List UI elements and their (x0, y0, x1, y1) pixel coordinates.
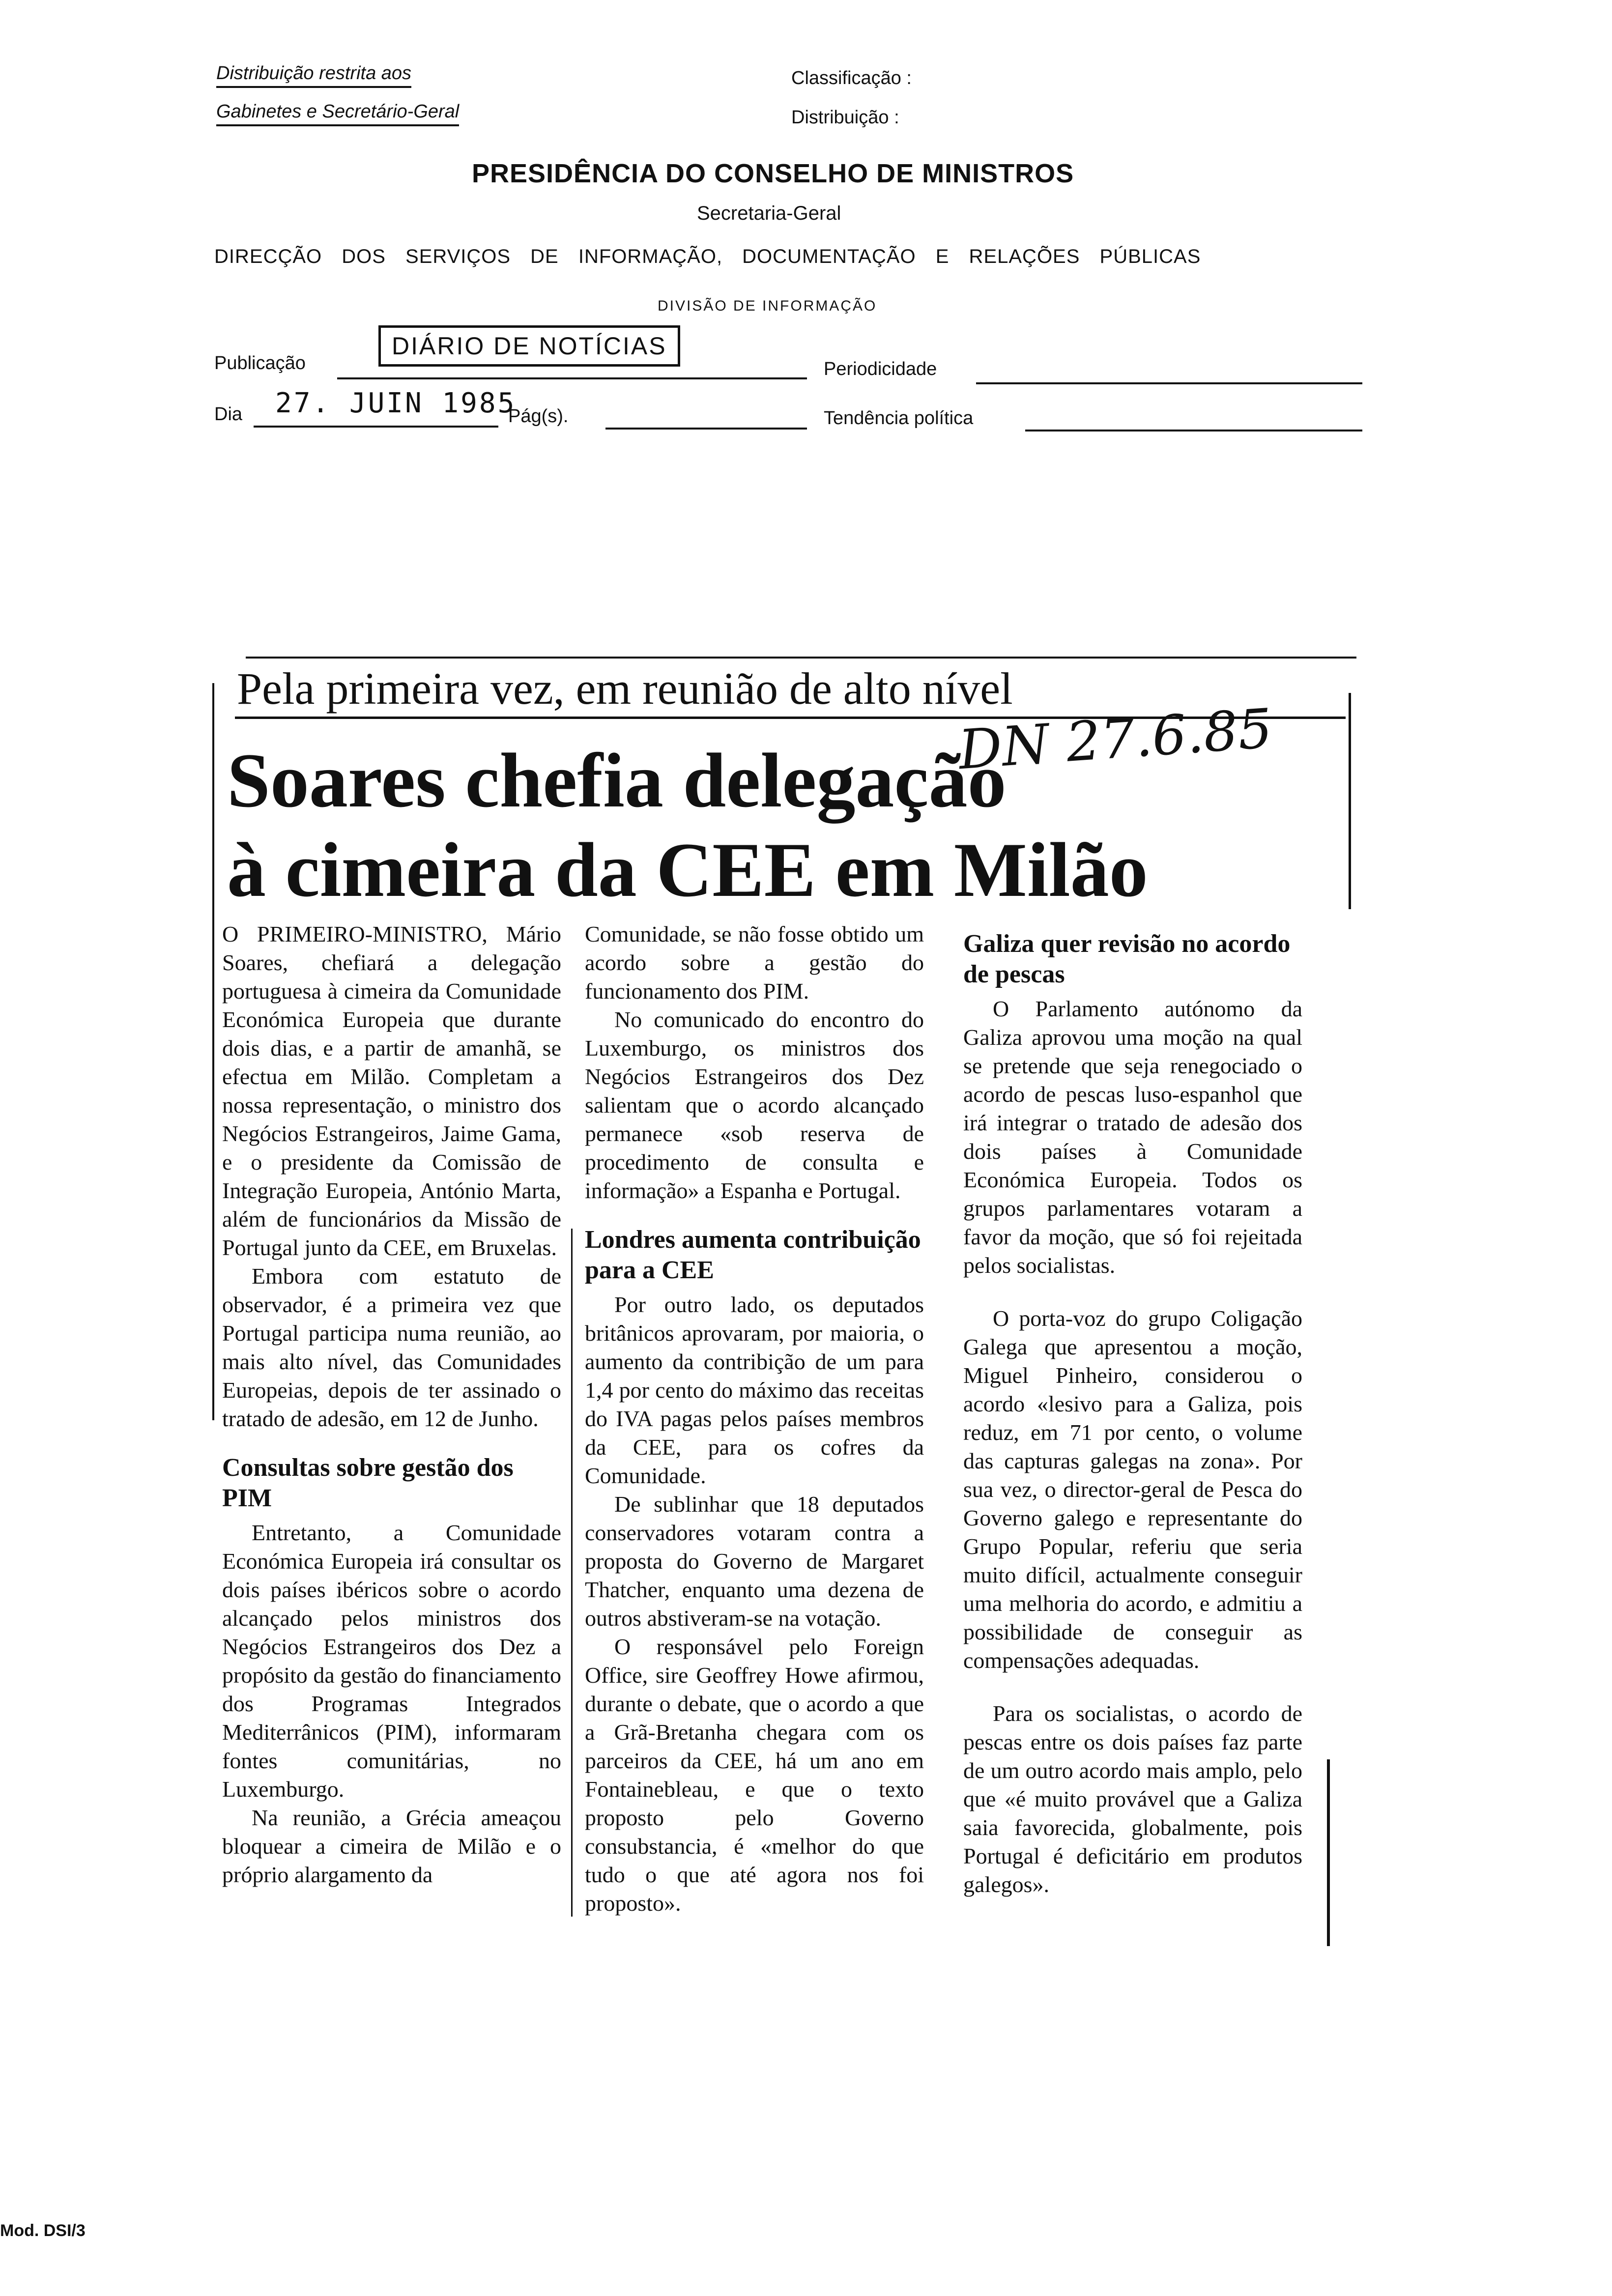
publicacao-field-line (337, 377, 807, 379)
col1-subheading-consultas: Consultas sobre gestão dos PIM (222, 1454, 514, 1512)
form-model-code: Mod. DSI/3 (0, 2221, 86, 2240)
col2-paragraph-5: O responsável pelo Foreign Office, sire Geoffrey Howe afirmou, durante o debate, que o acordo a que a Grã-Bretanha chegara com os parceiros da CEE, há um ano em Fontainebleau, e que o texto proposto pelo Governo consubstancia, é «melhor do que tudo o que até agora nos foi proposto». (585, 1634, 924, 1916)
classificacao-label: Classificação : (791, 68, 912, 88)
col3-subheading-galiza: Galiza quer revisão no acordo de pescas (963, 930, 1291, 988)
col3-paragraph-3: Para os socialistas, o acordo de pescas entre os dois países faz parte de um outro acordo mais amplo, pelo que «é muito provável que a Galiza saia favorecida, globalmente, pois Portugal é deficitário em produtos galegos». (963, 1701, 1302, 1897)
col2-paragraph-1: Comunidade, se não fosse obtido um acordo sobre a gestão do funcionamento dos PIM. (585, 921, 924, 1004)
clipping-right-border-bottom (1327, 1759, 1330, 1946)
direccao-line: DIRECÇÃO DOS SERVIÇOS DE INFORMAÇÃO, DOCUMENTAÇÃO E RELAÇÕES PÚBLICAS (214, 246, 1201, 267)
dia-field-line (254, 426, 498, 428)
tendencia-field-line (1025, 430, 1362, 431)
article-column-2 (585, 920, 924, 1918)
headline-line2: à cimeira da CEE em Milão (227, 827, 1148, 913)
column-divider-1 (571, 1229, 573, 1917)
col1-paragraph-3: Entretanto, a Comunidade Económica Europeia irá consultar os dois países ibéricos sobre o acordo alcançado pelos ministros dos Negócios Estrangeiros dos Dez a propósito da gestão do financiamento dos Programas Integrados Mediterrânicos (PIM), informaram fontes comunitárias, no Luxemburgo. (222, 1520, 561, 1802)
restricted-distribution-line2: Gabinetes e Secretário-Geral (216, 101, 459, 126)
col2-paragraph-3: Por outro lado, os deputados britânicos aprovaram, por maioria, o aumento da contribição de um para 1,4 por cento do máximo das receitas do IVA pagas pelos países membros da CEE, para os cofres da Comunidade. (585, 1292, 924, 1488)
publicacao-value-box: DIÁRIO DE NOTÍCIAS (378, 325, 680, 367)
pag-field-line (605, 428, 807, 430)
periodicidade-field-line (976, 382, 1362, 384)
col2-paragraph-4: De sublinhar que 18 deputados conservadores votaram contra a proposta do Governo de Margaret Thatcher, enquanto uma dezena de outros abstiveram-se na votação. (585, 1492, 924, 1631)
clipping-top-rule (246, 657, 1356, 659)
distribuicao-label: Distribuição : (791, 107, 899, 128)
divisao-line: DIVISÃO DE INFORMAÇÃO (658, 298, 877, 314)
dia-label: Dia (214, 404, 243, 425)
col1-paragraph-2: Embora com estatuto de observador, é a primeira vez que Portugal participa numa reunião, ao mais alto nível, das Comunidades Europeias, depois de ter assinado o tratado de adesão, em 12 de Junho. (222, 1263, 561, 1431)
secretaria-geral: Secretaria-Geral (697, 202, 841, 224)
date-stamp: 27. JUIN 1985 (275, 387, 517, 419)
periodicidade-label: Periodicidade (824, 359, 937, 379)
col2-subheading-londres: Londres aumenta contribuição para a CEE (585, 1226, 921, 1284)
tendencia-label: Tendência política (824, 408, 974, 429)
col3-paragraph-2: O porta-voz do grupo Coligação Galega que apresentou a moção, Miguel Pinheiro, considerou o acordo «lesivo para a Galiza, pois reduz, em 71 por cento, o volume das capturas galegas na zona». Por sua vez, o director-geral de Pesca do Governo galego e representante do Grupo Popular, referiu que seria muito difícil, actualmente conseguir uma melhoria do acordo, e admitiu a possibilidade de conseguir as compensações adequadas. (963, 1306, 1302, 1673)
presidencia-title: PRESIDÊNCIA DO CONSELHO DE MINISTROS (472, 159, 1074, 188)
clipping-right-border-top (1349, 693, 1351, 909)
handwritten-annotation: DN 27.6.85 (956, 696, 1274, 782)
col2-paragraph-2: No comunicado do encontro do Luxemburgo, os ministros dos Negócios Estrangeiros dos Dez salientam que o acordo alcançado permanece «sob reserva de procedimento de consulta e informação» a Espanha e Portugal. (585, 1007, 924, 1203)
restricted-distribution-line1: Distribuição restrita aos (216, 63, 411, 88)
col1-paragraph-4: Na reunião, a Grécia ameaçou bloquear a cimeira de Milão e o próprio alargamento da (222, 1805, 561, 1887)
publicacao-label: Publicação (214, 353, 306, 373)
pag-label: Pág(s). (508, 406, 569, 427)
col3-paragraph-1: O Parlamento autónomo da Galiza aprovou uma moção na qual se pretende que seja renegociado o acordo de pescas luso-espanhol que irá integrar o tratado de adesão dos dois países à Comunidade Económica Europeia. Todos os grupos parlamentares votaram a favor da moção, que só foi rejeitada pelos socialistas. (963, 996, 1302, 1278)
article-kicker: Pela primeira vez, em reunião de alto nível (237, 663, 1013, 714)
article-column-1 (222, 920, 561, 1889)
col1-paragraph-1: O PRIMEIRO-MINISTRO, Mário Soares, chefiará a delegação portuguesa à cimeira da Comunidade Económica Europeia que durante dois dias, e a partir de amanhã, se efectua em Milão. Completam a nossa representação, o ministro dos Negócios Estrangeiros, Jaime Gama, e o presidente da Comissão de Integração Europeia, António Marta, além de funcionários da Missão de Portugal junto da CEE, em Bruxelas. (222, 921, 561, 1260)
clipping-left-border (212, 683, 214, 1420)
article-column-3 (963, 929, 1302, 1899)
headline-line1: Soares chefia delegação (227, 738, 1007, 824)
